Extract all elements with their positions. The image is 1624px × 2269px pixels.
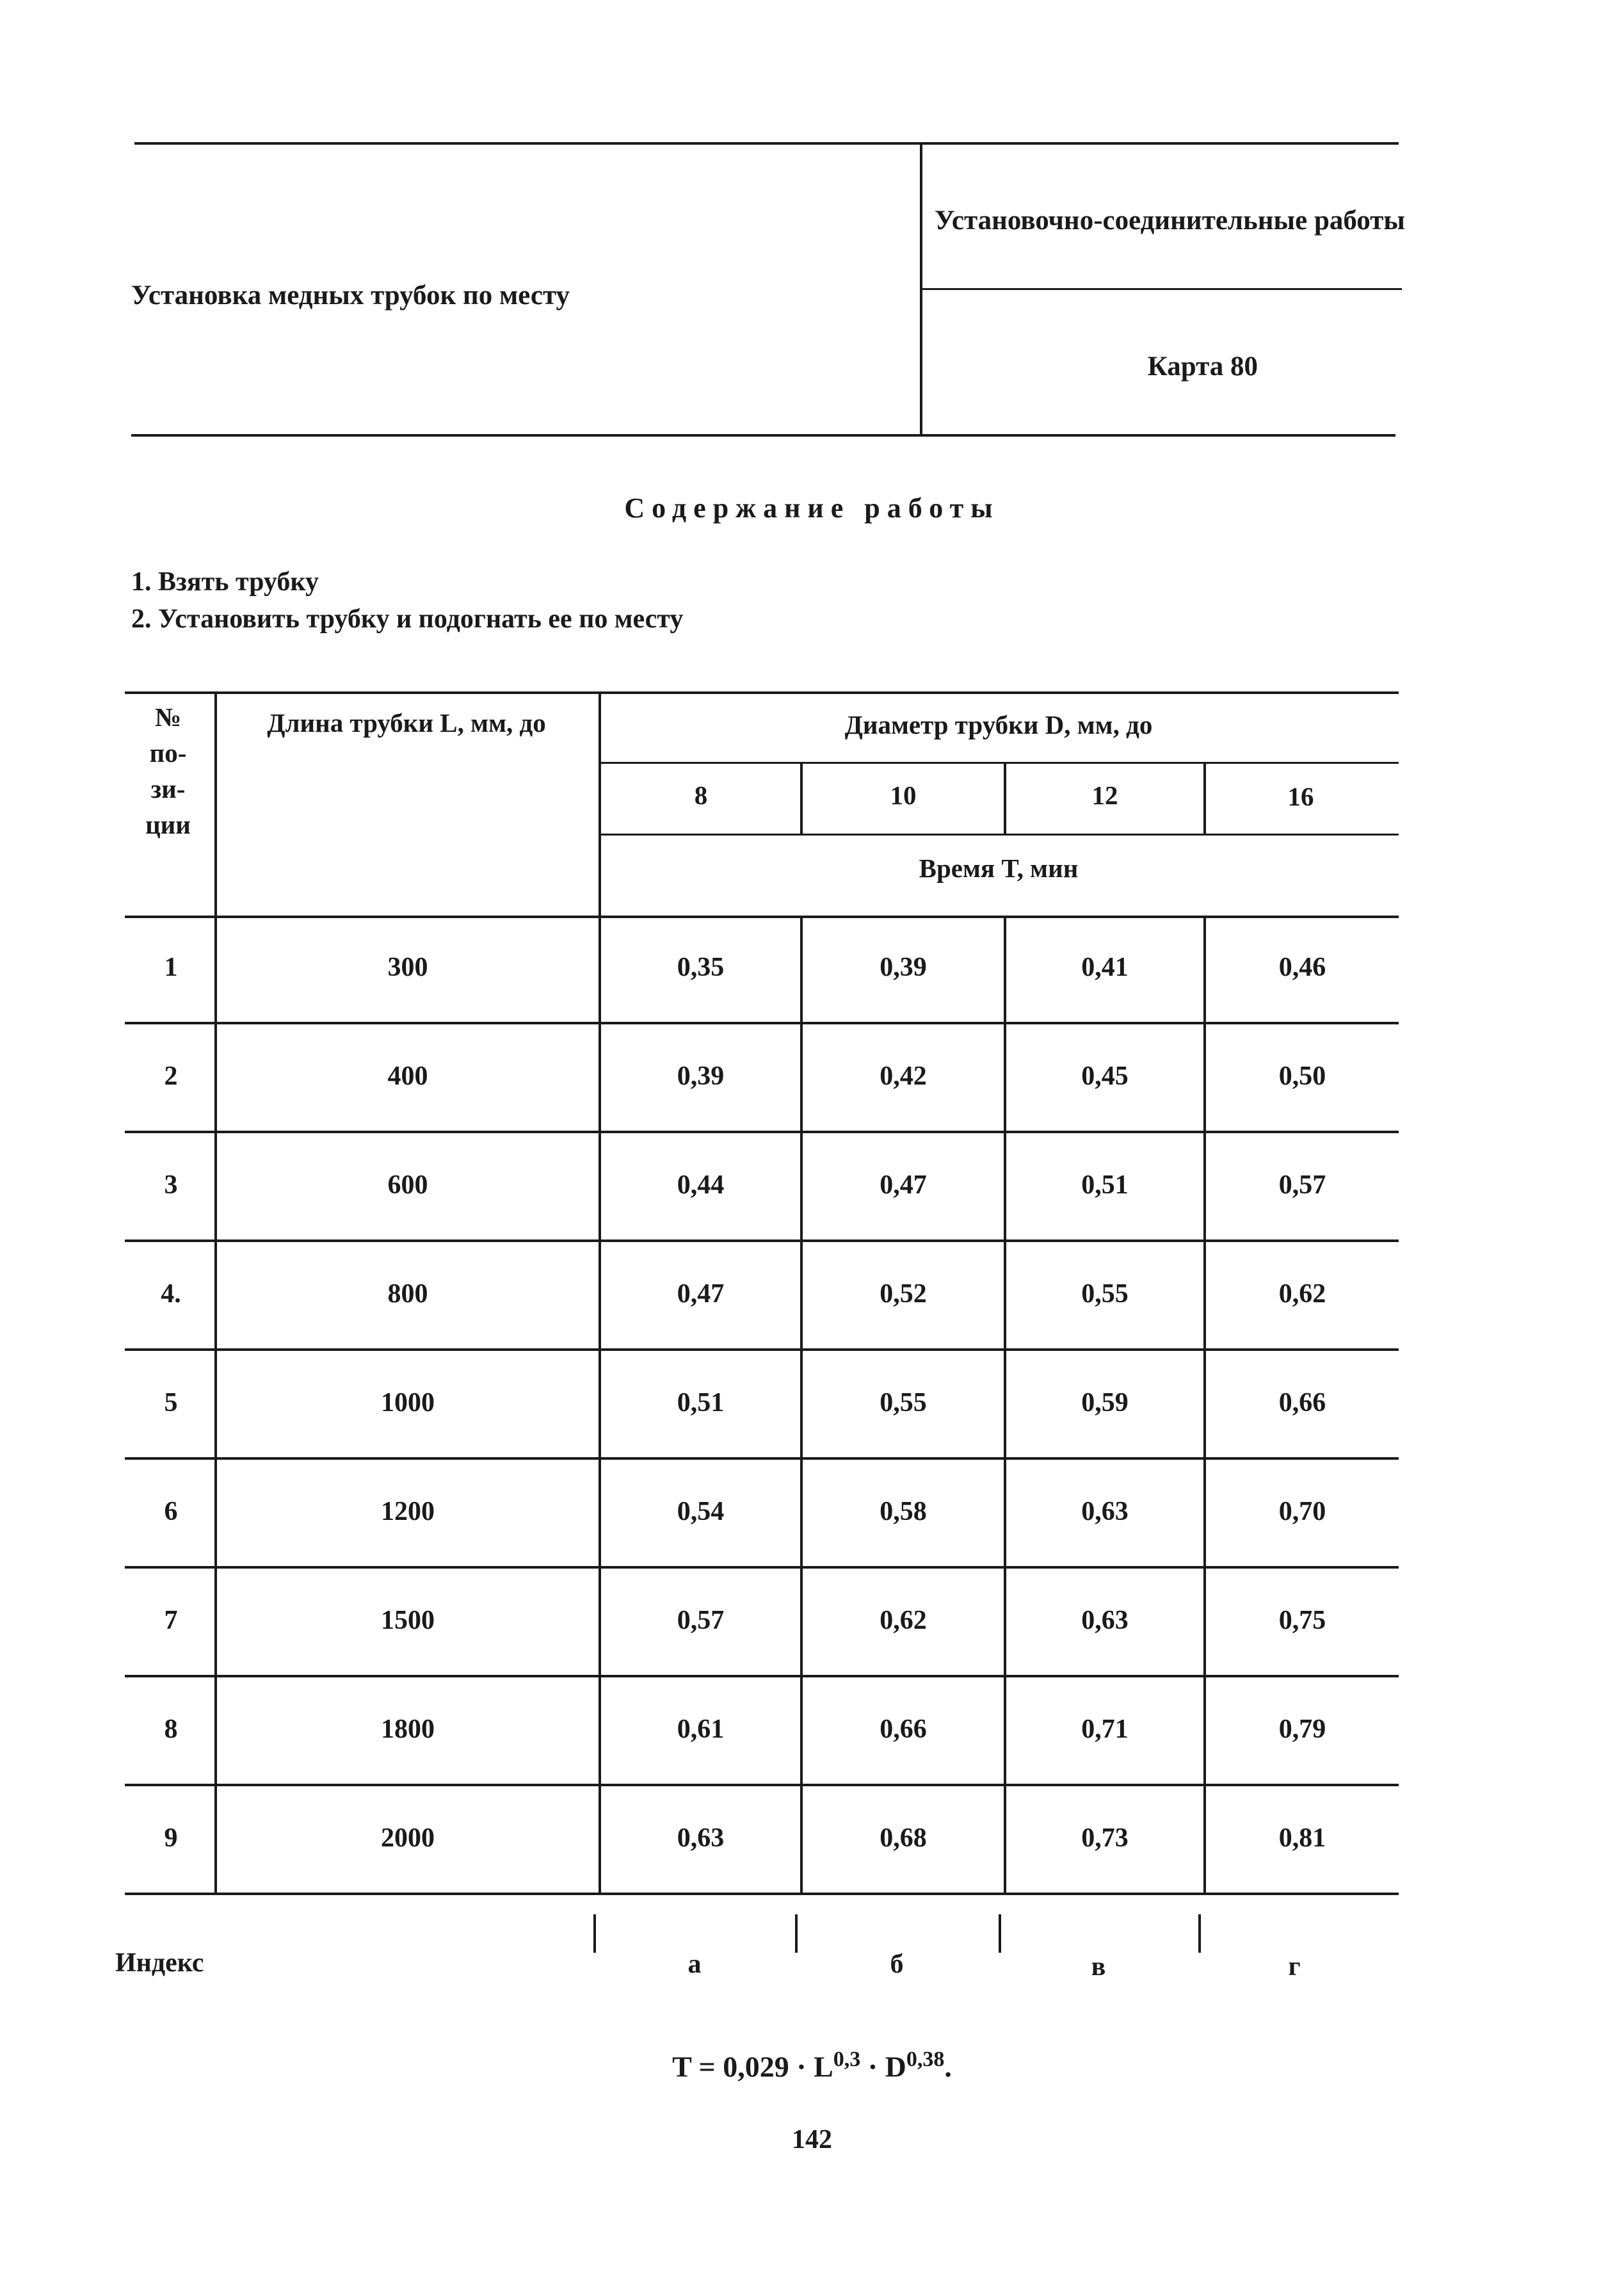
- work-content-title: Содержание работы: [624, 492, 1000, 524]
- row-length: 600: [387, 1170, 428, 1200]
- index-separator: [1198, 1914, 1201, 1953]
- operation-title: Установка медных трубок по месту: [131, 280, 570, 311]
- row-position: 3: [164, 1170, 178, 1200]
- row-position: 5: [164, 1388, 178, 1417]
- row-length: 1200: [381, 1497, 435, 1526]
- page-number: 142: [792, 2125, 832, 2154]
- time-value: 0,68: [880, 1823, 927, 1853]
- time-value: 0,44: [677, 1170, 725, 1200]
- time-value: 0,39: [880, 953, 927, 982]
- position-header-line: зи-: [150, 774, 186, 803]
- time-value: 0,57: [1278, 1170, 1326, 1200]
- row-rule: [125, 1131, 1399, 1133]
- time-value: 0,75: [1278, 1606, 1326, 1635]
- row-position: 2: [164, 1062, 178, 1091]
- time-value: 0,71: [1081, 1715, 1129, 1744]
- formula-prefix: T = 0,029 · L: [672, 2050, 833, 2083]
- diameter-header: Диаметр трубки D, мм, до: [844, 710, 1153, 739]
- work-category: Установочно-соединительные работы: [935, 206, 1405, 236]
- length-column-header: Длина трубки L, мм, до: [267, 708, 546, 738]
- time-rule: [599, 834, 1399, 836]
- index-separator: [593, 1914, 596, 1953]
- index-separator: [999, 1914, 1001, 1953]
- time-value: 0,47: [880, 1170, 927, 1200]
- time-value: 0,42: [880, 1062, 927, 1091]
- time-value: 0,35: [677, 953, 725, 982]
- index-g: г: [1288, 1952, 1301, 1982]
- diameter-rule: [599, 762, 1399, 764]
- diameter-12: 12: [1091, 780, 1118, 810]
- time-value: 0,63: [677, 1823, 725, 1853]
- time-value: 0,63: [1081, 1606, 1129, 1635]
- row-rule: [125, 1566, 1399, 1569]
- time-value: 0,45: [1081, 1062, 1129, 1091]
- row-rule: [125, 1675, 1399, 1677]
- position-header-line: ции: [145, 810, 191, 839]
- formula-suffix: .: [944, 2050, 952, 2083]
- time-value: 0,59: [1081, 1388, 1129, 1417]
- time-value: 0,57: [677, 1606, 725, 1635]
- position-column-header: [128, 699, 208, 843]
- col-rule-diameter: [1203, 762, 1206, 834]
- time-value: 0,63: [1081, 1497, 1129, 1526]
- time-value: 0,79: [1278, 1715, 1326, 1744]
- row-position: 1: [164, 953, 178, 982]
- time-value: 0,50: [1278, 1062, 1326, 1091]
- time-value: 0,55: [1081, 1279, 1129, 1309]
- row-position: 4.: [161, 1279, 181, 1309]
- time-value: 0,55: [880, 1388, 927, 1417]
- header-bottom-table-rule: [125, 916, 1399, 918]
- row-rule: [125, 1893, 1399, 1895]
- index-b: б: [890, 1950, 904, 1979]
- col-rule-diameter: [800, 762, 803, 834]
- time-header: Время T, мин: [919, 853, 1079, 883]
- time-value: 0,62: [1278, 1279, 1326, 1309]
- col-rule-diameter: [1004, 762, 1006, 834]
- row-length: 1000: [381, 1388, 435, 1417]
- row-rule: [125, 1022, 1399, 1024]
- time-value: 0,46: [1278, 953, 1326, 982]
- header-right-rule: [922, 288, 1402, 290]
- diameter-16: 16: [1287, 782, 1314, 811]
- time-value: 0,66: [880, 1715, 927, 1744]
- time-value: 0,81: [1278, 1823, 1326, 1853]
- time-value: 0,58: [880, 1497, 927, 1526]
- row-length: 300: [387, 953, 428, 982]
- time-value: 0,73: [1081, 1823, 1129, 1853]
- formula-mid: · D: [860, 2050, 906, 2083]
- row-rule: [125, 1784, 1399, 1786]
- time-value: 0,54: [677, 1497, 725, 1526]
- time-value: 0,51: [1081, 1170, 1129, 1200]
- time-value: 0,70: [1278, 1497, 1326, 1526]
- row-position: 9: [164, 1823, 178, 1853]
- time-value: 0,51: [677, 1388, 725, 1417]
- table-top-rule: [125, 691, 1399, 694]
- header-bottom-rule: [131, 434, 1395, 437]
- time-value: 0,66: [1278, 1388, 1326, 1417]
- time-value: 0,62: [880, 1606, 927, 1635]
- row-position: 8: [164, 1715, 178, 1744]
- row-length: 2000: [381, 1823, 435, 1853]
- row-length: 1500: [381, 1606, 435, 1635]
- time-value: 0,61: [677, 1715, 725, 1744]
- row-rule: [125, 1457, 1399, 1460]
- work-step: 1. Взять трубку: [131, 567, 319, 597]
- formula-exp-d: 0,38: [906, 2047, 945, 2071]
- diameter-10: 10: [890, 780, 917, 810]
- time-value: 0,47: [677, 1279, 725, 1309]
- row-length: 1800: [381, 1715, 435, 1744]
- row-position: 6: [164, 1497, 178, 1526]
- row-rule: [125, 1348, 1399, 1351]
- header-top-rule: [134, 142, 1399, 145]
- index-label: Индекс: [115, 1948, 204, 1978]
- time-value: 0,52: [880, 1279, 927, 1309]
- row-rule: [125, 1239, 1399, 1242]
- index-v: в: [1091, 1952, 1106, 1982]
- index-a: а: [687, 1950, 702, 1979]
- position-header-line: №: [154, 702, 182, 732]
- formula: [0, 2047, 1624, 2083]
- card-label: Карта 80: [1147, 351, 1258, 382]
- row-position: 7: [164, 1606, 178, 1635]
- row-length: 800: [387, 1279, 428, 1309]
- work-step: 2. Установить трубку и подогнать ее по месту: [131, 604, 684, 634]
- time-value: 0,41: [1081, 953, 1129, 982]
- index-separator: [795, 1914, 798, 1953]
- time-value: 0,39: [677, 1062, 725, 1091]
- diameter-8: 8: [694, 780, 708, 810]
- row-length: 400: [387, 1062, 428, 1091]
- formula-exp-l: 0,3: [833, 2047, 861, 2071]
- work-steps: [131, 563, 683, 638]
- position-header-line: по-: [149, 738, 187, 768]
